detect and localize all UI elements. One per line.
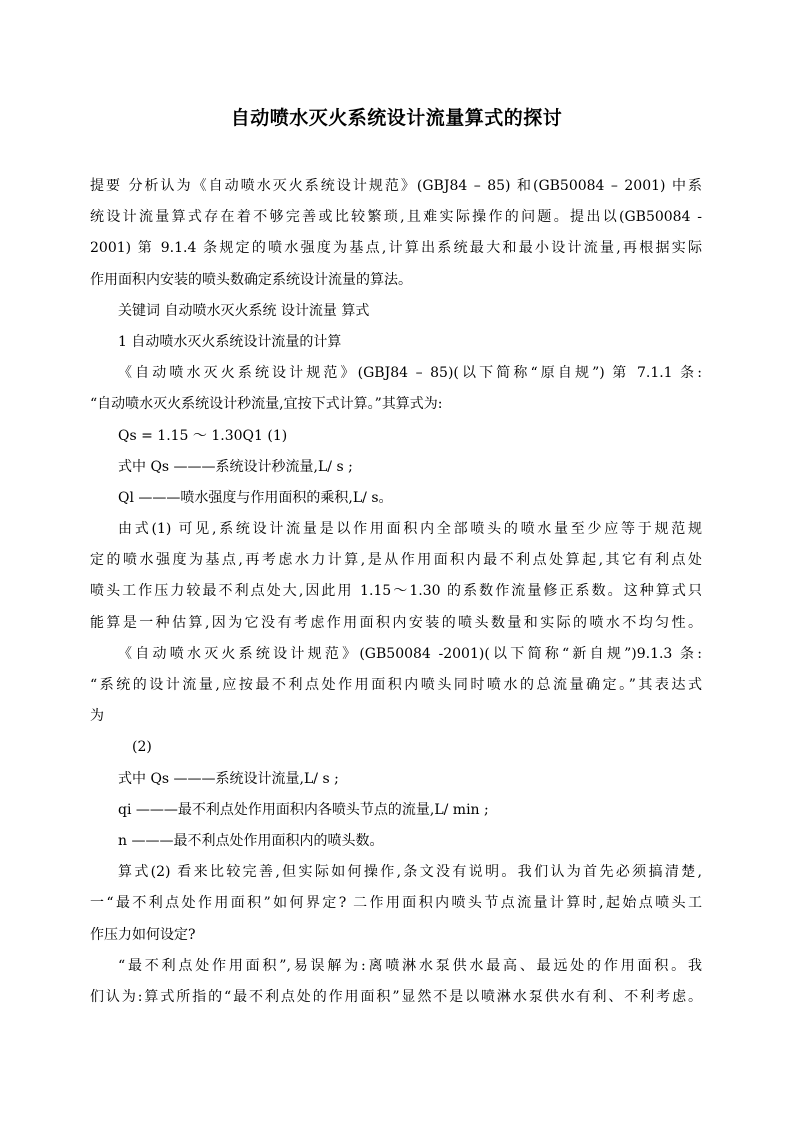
text-line: 喷头工作压力较最不利点处大,因此用 1.15～1.30 的系数作流量修正系数。这种算式只 [90, 583, 702, 600]
text-line: 1 自动喷水灭火系统设计流量的计算 [118, 333, 342, 350]
text-line: n ———最不利点处作用面积内的喷头数。 [118, 832, 384, 849]
text-line: 定的喷水强度为基点,再考虑水力计算,是从作用面积内最不利点处算起,其它有利点处 [90, 552, 702, 569]
text-line: 们认为:算式所指的“最不利点处的作用面积”显然不是以喷淋水泵供水有利、不利考虑。 [90, 988, 702, 1005]
text-line: 一“最不利点处作用面积”如何界定? 二作用面积内喷头节点流量计算时,起始点喷头工 [90, 895, 702, 912]
text-line: (2) [132, 739, 152, 756]
text-line: “自动喷水灭火系统设计秒流量,宜按下式计算。”其算式为: [90, 396, 443, 413]
text-line: 作用面积内安装的喷头数确定系统设计流量的算法。 [90, 271, 412, 288]
text-line: 算式(2) 看来比较完善,但实际如何操作,条文没有说明。我们认为首先必须搞清楚, [118, 864, 702, 881]
text-line: 能算是一种估算,因为它没有考虑作用面积内安装的喷头数量和实际的喷水不均匀性。 [90, 614, 702, 631]
text-line: 关键词 自动喷水灭火系统 设计流量 算式 [118, 302, 370, 319]
document-body [90, 171, 702, 1013]
text-line: 统设计流量算式存在着不够完善或比较繁琐,且难实际操作的问题。提出以(GB50084 - [90, 209, 702, 226]
text-line: Ql ———喷水强度与作用面积的乘积,L/ s。 [118, 489, 393, 506]
text-line: 作压力如何设定? [90, 926, 196, 943]
text-line: 《自动喷水灭火系统设计规范》(GB50084 -2001)(以下简称“新自规”)9.1.3 条: [118, 645, 702, 662]
text-line: 《自动喷水灭火系统设计规范》(GBJ84 – 85)(以下简称“原自规”) 第 7.1.1 条: [118, 365, 702, 382]
text-line: Qs = 1.15 ～ 1.30Q1 (1) [118, 427, 288, 444]
text-line: “最不利点处作用面积”,易误解为:离喷淋水泵供水最高、最远处的作用面积。我 [118, 957, 702, 974]
text-line: 式中 Qs ———系统设计流量,L/ s ; [118, 770, 339, 787]
text-line: 由式(1) 可见,系统设计流量是以作用面积内全部喷头的喷水量至少应等于规范规 [118, 521, 702, 538]
text-line: 为 [90, 708, 104, 725]
text-line: 式中 Qs ———系统设计秒流量,L/ s ; [118, 458, 353, 475]
text-line: qi ———最不利点处作用面积内各喷头节点的流量,L/ min ; [118, 801, 489, 818]
text-line: “系统的设计流量,应按最不利点处作用面积内喷头同时喷水的总流量确定。”其表达式 [90, 677, 702, 693]
document-title: 自动喷水灭火系统设计流量算式的探讨 [230, 107, 563, 129]
text-line: 提要 分析认为《自动喷水灭火系统设计规范》(GBJ84 – 85) 和(GB50084 – 2001) 中系 [90, 178, 702, 194]
text-line: 2001) 第 9.1.4 条规定的喷水强度为基点,计算出系统最大和最小设计流量,再根据实际 [90, 240, 702, 257]
